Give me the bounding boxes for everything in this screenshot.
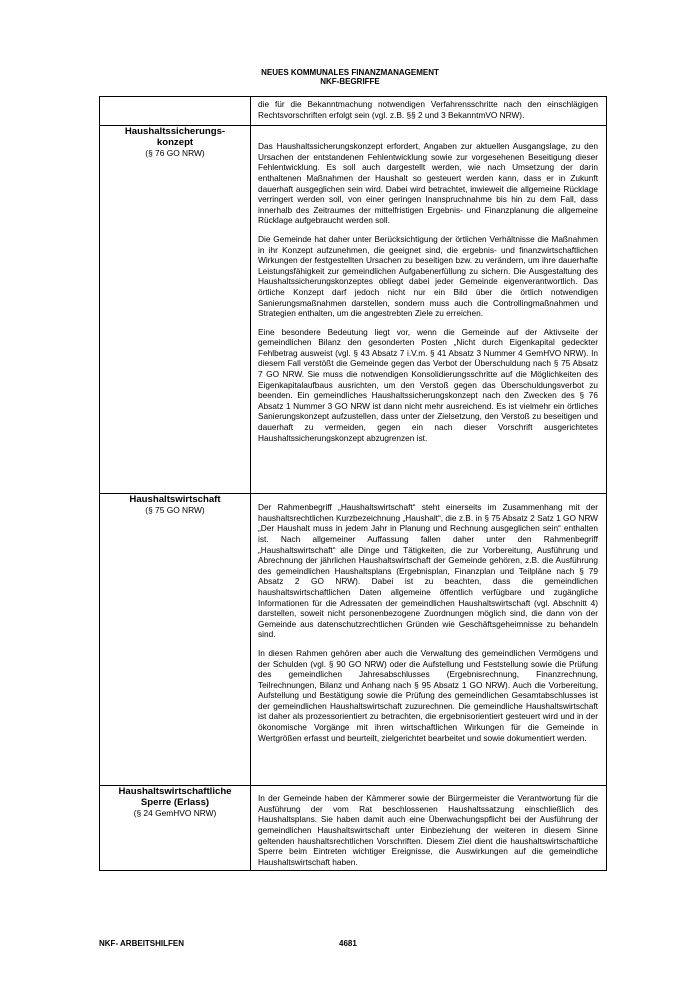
definition-cell	[251, 494, 607, 786]
term-cell	[100, 786, 251, 871]
definition-paragraph: die für die Bekanntmachung notwendigen Verfahrensschritte nach den einschlägigen Rechtsvorschriften erfolgt sein (vgl. z.B. §§ 2 und 3 BekanntmVO NRW).	[258, 99, 598, 120]
header-subtitle: NKF-BEGRIFFE	[320, 77, 380, 86]
table-row	[100, 126, 607, 494]
definition-cell	[251, 126, 607, 494]
table-row	[100, 786, 607, 871]
definition-paragraph: Eine besondere Bedeutung liegt vor, wenn die Gemeinde auf der Aktivseite der gemeindlichen Bilanz den gesonderten Posten „Nicht durch Eigenkapital gedeckter Fehlbetrag ausweist (vgl. § 43 Absatz 7 i.V.m. § 41 Absatz 3 Nummer 4 GemHVO NRW). In diesem Fall verstößt die Gemeinde gegen das Verbot der Überschuldung nach § 75 Absatz 7 GO NRW. Sie muss die notwendigen Konsolidierungsschritte auf die Möglichkeiten des Eigenkapitalaufbaus ausrichten, um den Verstoß gegen das Überschuldungsverbot zu beenden. Ein gemeindliches Haushaltssicherungskonzept nach den Zwecken des § 76 Absatz 1 Nummer 3 GO NRW ist dann nicht mehr ausreichend. Es ist vielmehr ein örtliches Sanierungskonzept aufzustellen, dass unter der Zielsetzung, den Verstoß zu beseitigen und dauerhaft zu vermeiden, gegen ein nach dieser Vorschrift ausgerichtetes Haushaltssicherungskonzept abzugrenzen ist.	[258, 326, 598, 443]
term-cell	[100, 126, 251, 494]
definition-paragraph: Das Haushaltssicherungskonzept erfordert, Angaben zur aktuellen Ausgangslage, zu den Ursachen der entstandenen Fehlentwicklung sowie zur vorgesehenen Beseitigung dieser Fehlentwicklung. Es soll auch dargestellt werden, wie nach Umsetzung der darin enthaltenen Maßnahmen der Haushalt so gesteuert werden kann, dass er in Zukunft dauerhaft ausgeglichen sein wird. Dabei wird betrachtet, inwieweit die allgemeine Rücklage verringert werden soll, von einer geringen Inanspruchnahme bis hin zu dem Fall, dass innerhalb des Zeitraumes der mittelfristigen Ergebnis- und Finanzplanung die allgemeine Rücklage aufgebraucht werden soll.	[258, 141, 598, 226]
term-reference: (§ 76 GO NRW)	[145, 148, 205, 159]
definition-cell	[251, 97, 607, 126]
definition-cell	[251, 786, 607, 871]
term-cell	[100, 97, 251, 126]
term-name: Haushaltswirtschaft	[129, 494, 221, 506]
term-reference: (§ 75 GO NRW)	[145, 505, 205, 516]
term-reference: (§ 24 GemHVO NRW)	[133, 808, 217, 819]
definition-paragraph: Der Rahmenbegriff „Haushaltswirtschaft“ steht einerseits im Zusammenhang mit der haushaltsrechtlichen Kurzbezeichnung „Haushalt“, die z.B. in § 75 Absatz 2 Satz 1 GO NRW „Der Haushalt muss in jedem Jahr in Planung und Rechnung ausgeglichen sein“ enthalten ist. Nach allgemeiner Auffassung fallen daher unter den Rahmenbegriff „Haushaltswirtschaft“ alle Dinge und Tätigkeiten, die zur Vorbereitung, Ausführung und Abrechnung der jährlichen Haushaltswirtschaft der Gemeinde gehören, z.B. die Ausführung des gemeindlichen Haushaltsplans (Ergebnisplan, Finanzplan und Teilpläne nach § 79 Absatz 2 GO NRW). Dabei ist zu beachten, dass die gemeindlichen haushaltswirtschaftlichen Daten allgemeine öffentlich verfügbare und zugängliche Informationen für die Adressaten der gemeindlichen Haushaltswirtschaft (vgl. Abschnitt 4) darstellen, soweit nicht personenbezogene Zuordnungen möglich sind, die dann von der Gemeinde aus datenschutzrechtlichen Gründen wie Geschäftsgeheimnisse zu behandeln sind.	[258, 502, 598, 640]
page-number: 4681	[339, 939, 357, 948]
table-row	[100, 97, 607, 126]
table-row	[100, 494, 607, 786]
header-title: NEUES KOMMUNALES FINANZMANAGEMENT	[261, 68, 439, 77]
term-name: Haushaltswirtschaftliche Sperre (Erlass)	[118, 786, 232, 809]
term-cell	[100, 494, 251, 786]
definition-paragraph: In der Gemeinde haben der Kämmerer sowie der Bürgermeister die Verantwortung für die Ausführung der vom Rat beschlossenen Haushaltssatzung einschließlich des Haushaltsplans. Sie haben damit auch eine Überwachungspflicht bei der Ausführung der gemeindlichen Haushaltswirtschaft unter Einbeziehung der weiteren in diesem Sinne geltenden haushaltsrechtlichen Vorschriften. Diesem Ziel dient die haushaltswirtschaftliche Sperre beim Eintreten wichtiger Ereignisse, die Auswirkungen auf die gemeindliche Haushaltswirtschaft haben.	[258, 793, 598, 867]
term-name: Haushaltssicherungs-konzept	[124, 126, 226, 149]
footer-label: NKF- ARBEITSHILFEN	[99, 939, 185, 948]
definition-paragraph: Die Gemeinde hat daher unter Berücksichtigung der örtlichen Verhältnisse die Maßnahmen in ihr Konzept aufzunehmen, die geeignet sind, die ergebnis- und finanzwirtschaftlichen Wirkungen der festgestellten Ursachen zu beseitigen bzw. zu verändern, um ihre dauerhafte Leistungsfähigkeit zur gemeindlichen Aufgabenerfüllung zu sichern. Die Ausgestaltung des Haushaltssicherungskonzeptes obliegt dabei jeder Gemeinde eigenverantwortlich. Das örtliche Konzept darf jedoch nicht nur ein Bild über die örtlich notwendigen Sanierungsmaßnahmen darstellen, sondern muss auch die Controllingmaßnahmen und Strategien enthalten, um die angestrebten Ziele zu erreichen.	[258, 233, 598, 319]
document-header	[0, 68, 700, 86]
definition-paragraph: In diesen Rahmen gehören aber auch die Verwaltung des gemeindlichen Vermögens und der Schulden (vgl. § 90 GO NRW) oder die Aufstellung und Feststellung sowie die Prüfung des gemeindlichen Jahresabschlusses (Ergebnisrechnung, Finanzrechnung, Teilrechnungen, Bilanz und Anhang nach § 95 Absatz 1 GO NRW). Auch die Vorbereitung, Aufstellung und Bestätigung sowie die Prüfung des gemeindlichen Gesamtabschlusses ist der gemeindlichen Haushaltswirtschaft zuzurechnen. Die gemeindliche Haushaltswirtschaft ist daher als prozessorientiert zu betrachten, die ergebnisorientiert gesteuert wird und in der ökonomische Vorgänge mit ihren wirtschaftlichen Wirkungen für die Gemeinde in Wertgrößen erfasst und beurteilt, zielgerichtet bearbeitet und sowie dokumentiert werden.	[258, 647, 598, 743]
terms-table	[99, 96, 607, 871]
